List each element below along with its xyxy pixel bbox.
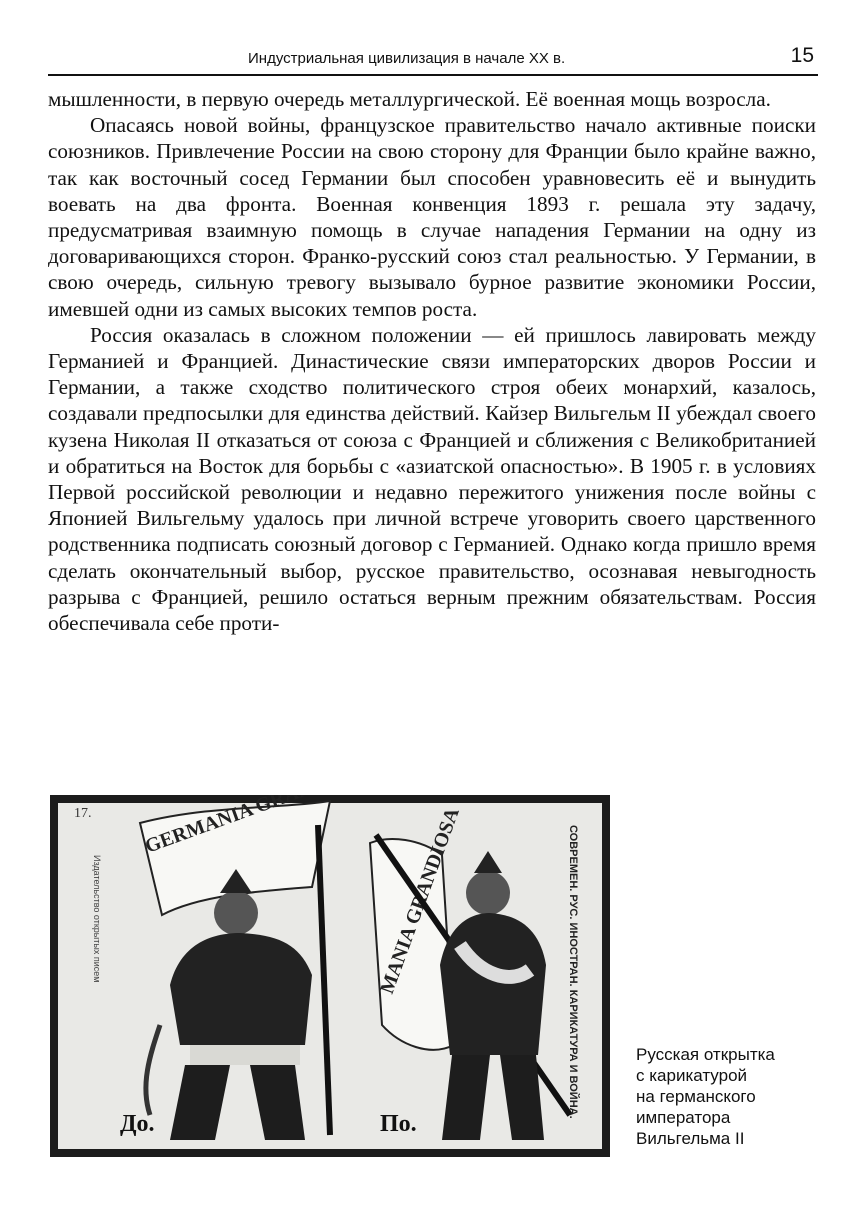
publisher-side-text-left: Издательство открытых писем	[92, 855, 102, 983]
paragraph-russia-position: Россия оказалась в сложном положении — ей пришлось лавировать между Германией и Францией. Династические связи императорских дворов России и Германии, а также сходство политического строя обеих монархий, казалось, создавали предпосылки для единства действий. Кайзер Вильгельм II убеждал своего кузена Николая II отказаться от союза с Францией и сближения с Великобританией и обратиться на Восток для борьбы с «азиатской опасностью». В 1905 г. в условиях Первой российской революции и недавно пережитого унижения после войны с Японией Вильгельму удалось при личной встрече уговорить своего царственного родственника подписать союзный договор с Германией. Однако когда пришло время сделать окончательный выбор, русское правительство, осознавая невыгодность разрыва с Францией, решило остаться верным прежним обязательствам. Россия обеспечивала себе проти-	[48, 322, 816, 636]
paragraph-french-alliance: Опасаясь новой войны, французское правительство начало активные поиски союзников. Привлечение России на свою сторону для Франции было крайне важно, так как восточный сосед Германии был способен уравновесить её и вынудить воевать на два фронта. Военная конвенция 1893 г. решала эту задачу, предусматривая взаимную помощь в случае нападения Германии на одну из договаривающихся сторон. Франко-русский союз стал реальностью. У Германии, в свою очередь, сильную тревогу вызывало бурное развитие экономики России, имевшей одни из самых высоких темпов роста.	[48, 113, 816, 321]
publisher-side-text: СОВРЕМЕН. РУС. ИНОСТРАН. КАРИКАТУРА И ВОЙНА.	[567, 825, 579, 1119]
after-label: По.	[380, 1111, 417, 1137]
figure-caption	[636, 1044, 836, 1149]
running-header	[48, 44, 818, 76]
caption-line: Русская открытка	[636, 1045, 775, 1064]
body-text	[48, 86, 816, 636]
caption-line: императора	[636, 1108, 731, 1127]
left-figure-belt	[190, 1045, 300, 1065]
left-figure-torso	[170, 933, 312, 1045]
postcard-image	[50, 795, 610, 1157]
caption-line: на германского	[636, 1087, 756, 1106]
before-label: До.	[120, 1111, 155, 1137]
postcard-number: 17.	[74, 806, 92, 821]
right-figure-torso	[440, 913, 546, 1055]
left-figure-head	[214, 891, 258, 935]
caption-line: Вильгельма II	[636, 1129, 745, 1148]
page-number: 15	[790, 44, 814, 67]
left-banner-text: GERMANIA	[142, 798, 256, 858]
running-title: Индустриальная цивилизация в начале XX в.	[248, 50, 566, 67]
caption-line: с карикатурой	[636, 1066, 748, 1085]
right-figure-head	[466, 871, 510, 915]
caricature-postcard	[50, 795, 610, 1157]
paragraph-continuation: мышленности, в первую очередь металлургической. Её военная мощь возросла.	[48, 87, 771, 111]
